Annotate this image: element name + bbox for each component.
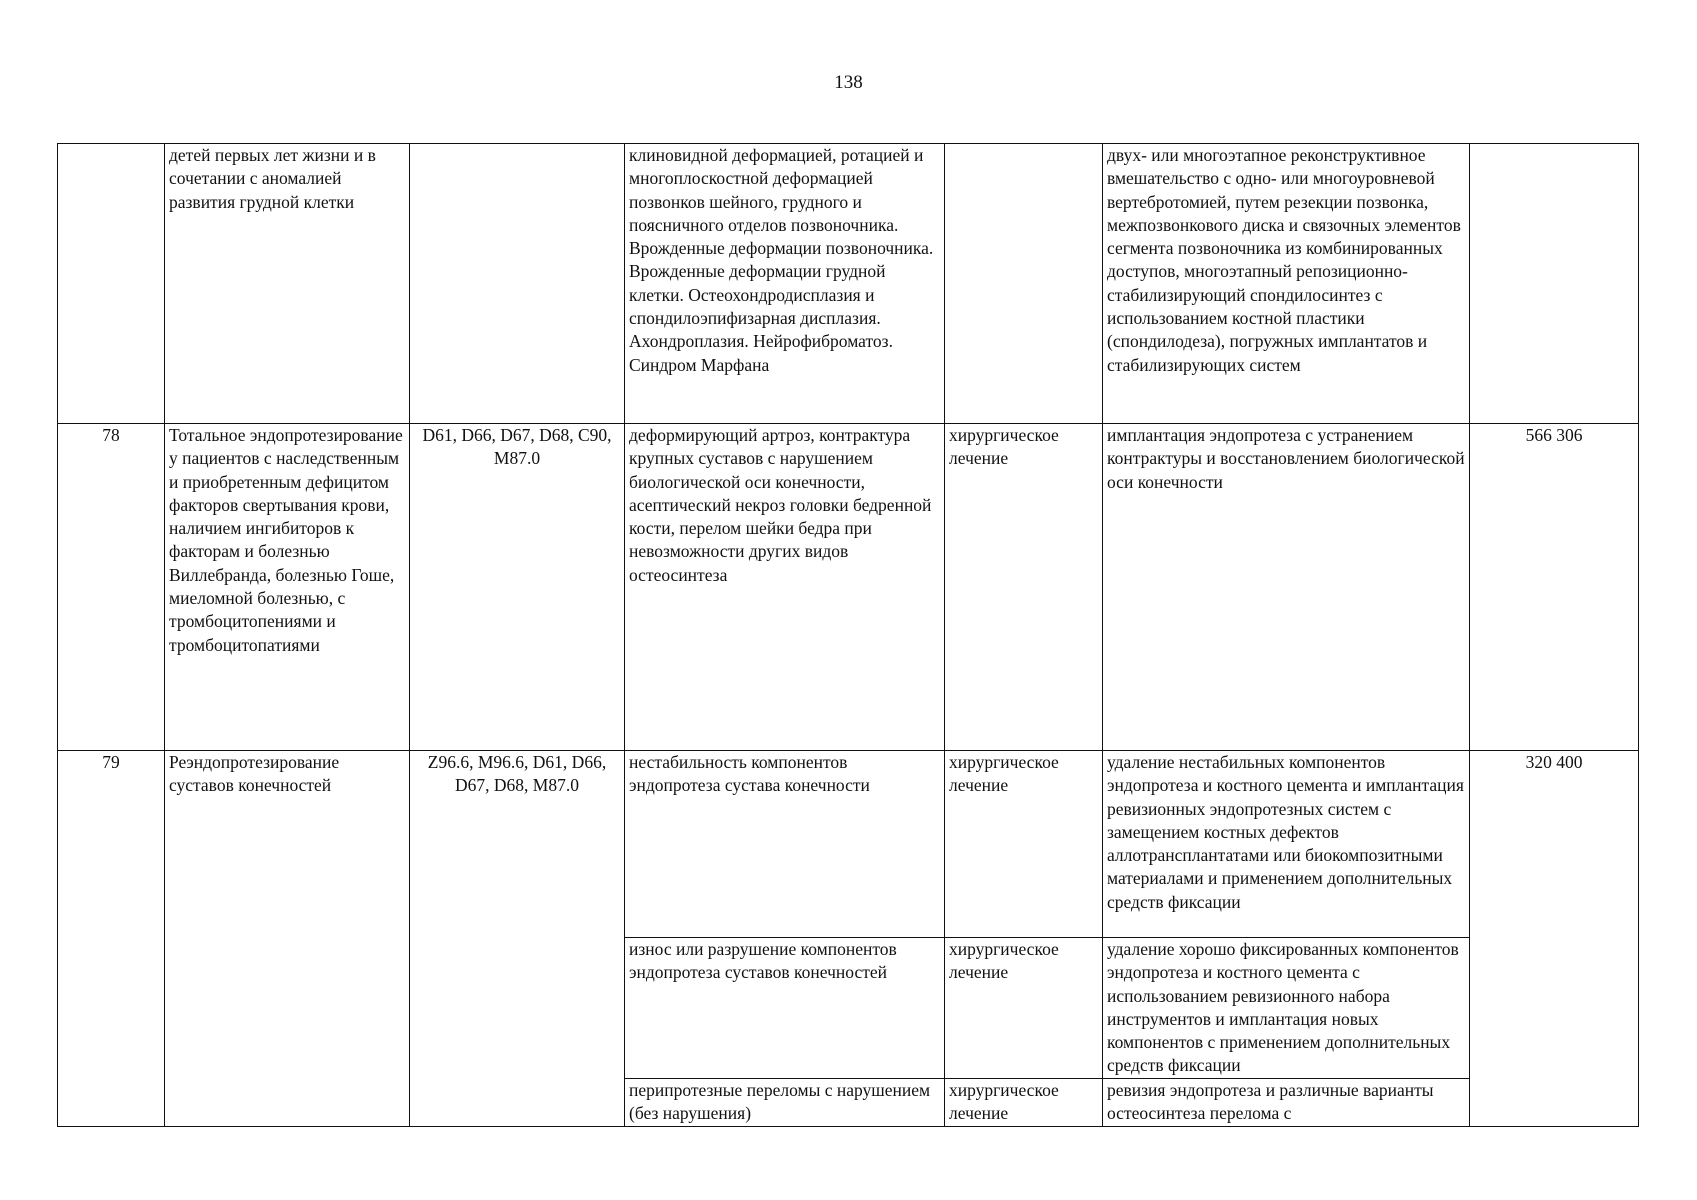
patient-model-cell: нестабильность компонентов эндопротеза сустава конечности — [625, 751, 945, 938]
table-row — [58, 144, 1639, 424]
treatment-method-cell: ревизия эндопротеза и различные варианты остеосинтеза перелома с — [1103, 1079, 1470, 1127]
profile-name-cell: детей первых лет жизни и в сочетании с аномалией развития грудной клетки — [165, 144, 410, 424]
treatment-type-cell: хирургическое лечение — [945, 1079, 1103, 1127]
treatment-method-cell: удаление нестабильных компонентов эндопротеза и костного цемента и имплантация ревизионных эндопротезных систем с замещением костных дефектов аллотрансплантатами или биокомпозитными материалами и применением дополнительных средств фиксации — [1103, 751, 1470, 938]
row-number-cell: 79 — [58, 751, 165, 1127]
page-number: 138 — [834, 72, 863, 93]
treatment-type-cell: хирургическое лечение — [945, 424, 1103, 751]
patient-model-cell: перипротезные переломы с нарушением (без нарушения) — [625, 1079, 945, 1127]
patient-model-cell: клиновидной деформацией, ротацией и многоплоскостной деформацией позвонков шейного, грудного и поясничного отделов позвоночника. Врожденные деформации позвоночника. Врожденные деформации грудной клетки. Остеохондродисплазия и спондилоэпифизарная дисплазия. Ахондроплазия. Нейрофиброматоз. Синдром Марфана — [625, 144, 945, 424]
treatment-method-cell: имплантация эндопротеза с устранением контрактуры и восстановлением биологической оси конечности — [1103, 424, 1470, 751]
treatment-type-cell — [945, 144, 1103, 424]
row-number-cell — [58, 144, 165, 424]
cost-cell — [1470, 144, 1639, 424]
icd-codes-cell: Z96.6, M96.6, D61, D66, D67, D68, M87.0 — [410, 751, 625, 1127]
patient-model-cell: деформирующий артроз, контрактура крупных суставов с нарушением биологической оси конечности, асептический некроз головки бедренной кости, перелом шейки бедра при невозможности других видов остеосинтеза — [625, 424, 945, 751]
treatment-type-cell: хирургическое лечение — [945, 938, 1103, 1079]
cost-cell: 320 400 — [1470, 751, 1639, 1127]
row-number-cell: 78 — [58, 424, 165, 751]
treatment-table — [57, 143, 1639, 1127]
patient-model-cell: износ или разрушение компонентов эндопротеза суставов конечностей — [625, 938, 945, 1079]
treatment-type-cell: хирургическое лечение — [945, 751, 1103, 938]
profile-name-cell: Реэндопротезирование суставов конечностей — [165, 751, 410, 1127]
cost-cell: 566 306 — [1470, 424, 1639, 751]
icd-codes-cell: D61, D66, D67, D68, C90, M87.0 — [410, 424, 625, 751]
table-row — [58, 751, 1639, 938]
treatment-method-cell: двух- или многоэтапное реконструктивное вмешательство с одно- или многоуровневой вертебротомией, путем резекции позвонка, межпозвонкового диска и связочных элементов сегмента позвоночника из комбинированных доступов, многоэтапный репозиционно-стабилизирующий спондилосинтез с использованием костной пластики (спондилодеза), погружных имплантатов и стабилизирующих систем — [1103, 144, 1470, 424]
treatment-method-cell: удаление хорошо фиксированных компонентов эндопротеза и костного цемента с использованием ревизионного набора инструментов и имплантация новых компонентов с применением дополнительных средств фиксации — [1103, 938, 1470, 1079]
profile-name-cell: Тотальное эндопротезирование у пациентов с наследственным и приобретенным дефицитом факторов свертывания крови, наличием ингибиторов к факторам и болезнью Виллебранда, болезнью Гоше, миеломной болезнью, с тромбоцитопениями и тромбоцитопатиями — [165, 424, 410, 751]
icd-codes-cell — [410, 144, 625, 424]
table-row — [58, 424, 1639, 751]
